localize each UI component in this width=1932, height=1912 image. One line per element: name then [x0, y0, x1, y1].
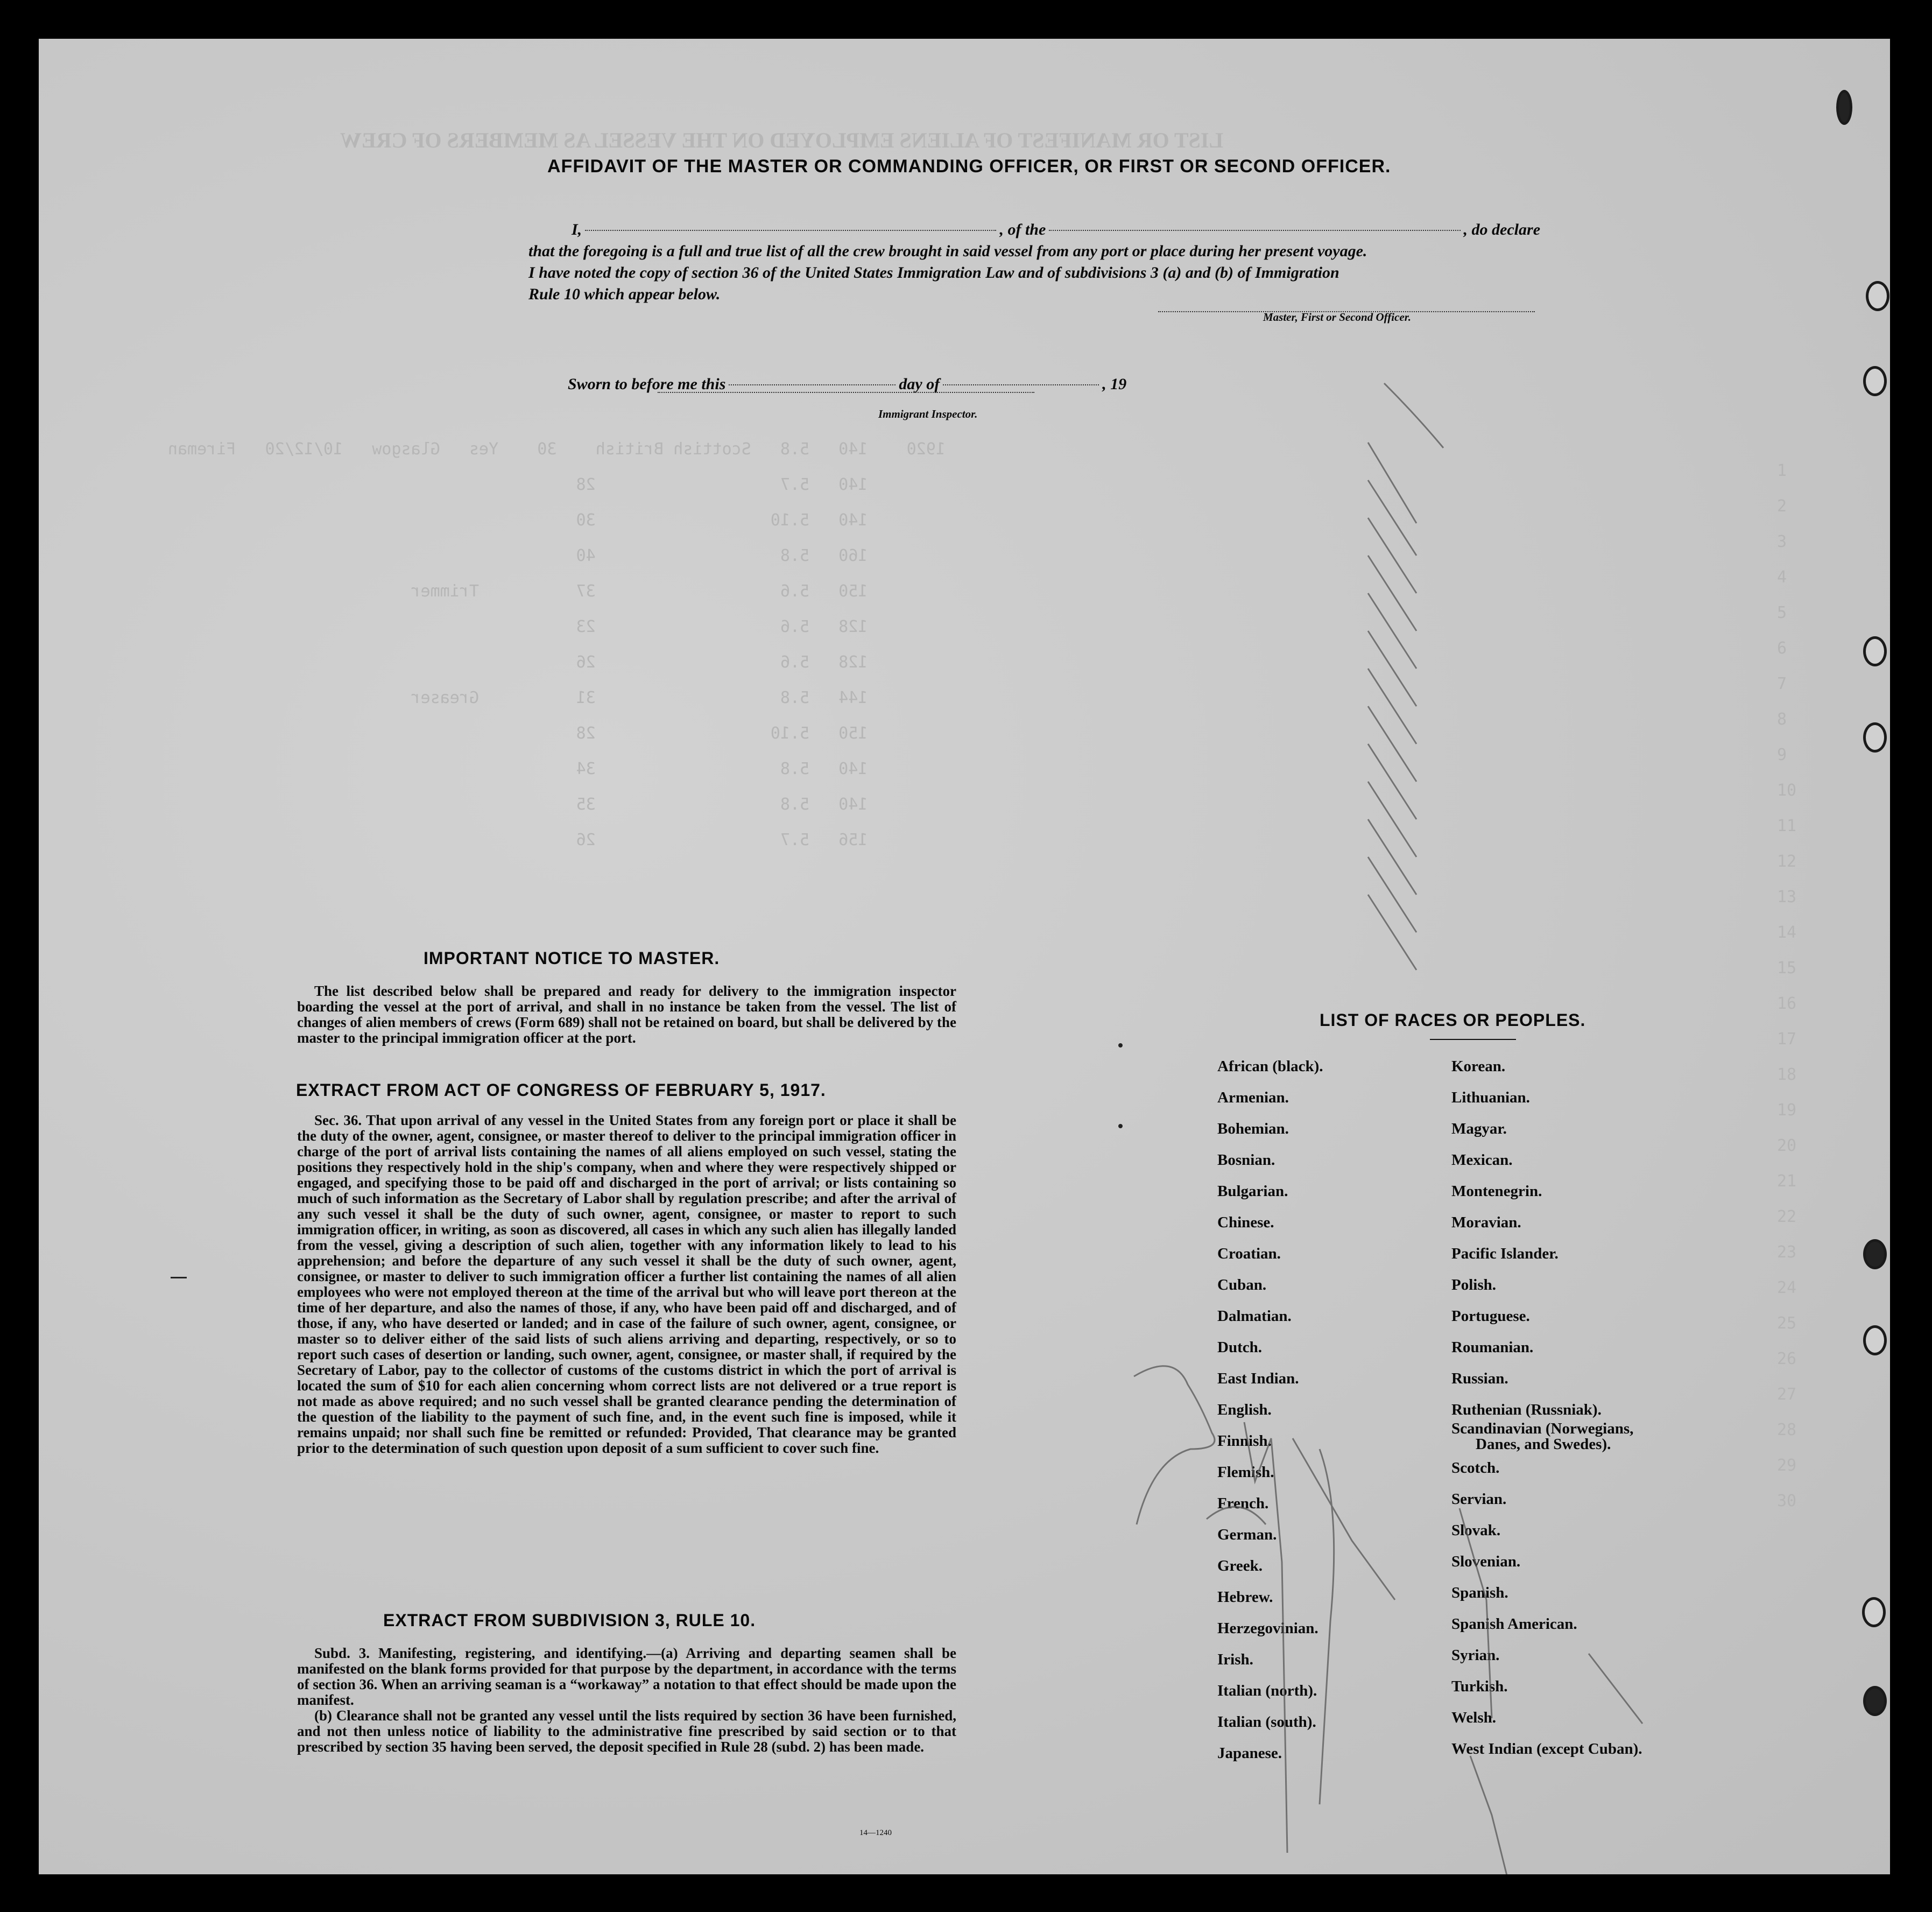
- race-item: Mexican.: [1451, 1151, 1513, 1169]
- punch-hole: [1863, 366, 1887, 396]
- race-item: Italian (north).: [1217, 1682, 1317, 1699]
- race-item: Cuban.: [1217, 1276, 1267, 1294]
- inspector-signature-label: Immigrant Inspector.: [878, 407, 978, 420]
- notice-paragraph: The list described below shall be prepared and ready for delivery to the immigration inspector boarding the vessel at the port of arrival, and shall in no instance be taken from the vessel. The list of changes of alien members of crews (Form 689) shall not be retained on board, but shall be delivered by the master to the principal immigration officer at the port.: [297, 983, 956, 1046]
- affidavit-line-3: I have noted the copy of section 36 of the United States Immigration Law and of subdivisions 3 (a) and (b) of Immigration: [528, 264, 1339, 282]
- punch-hole: [1866, 281, 1889, 311]
- race-item: Turkish.: [1451, 1678, 1508, 1695]
- race-item: Spanish.: [1451, 1584, 1508, 1601]
- race-item: Italian (south).: [1217, 1713, 1316, 1731]
- race-item: East Indian.: [1217, 1370, 1299, 1387]
- race-item: Croatian.: [1217, 1245, 1281, 1262]
- sworn-day-of: day of: [899, 375, 940, 393]
- race-item-scandinavian: Scandinavian (Norwegians,: [1451, 1420, 1634, 1437]
- form-number: 14—1240: [859, 1829, 892, 1837]
- race-item: Polish.: [1451, 1276, 1496, 1294]
- races-title: LIST OF RACES OR PEOPLES.: [1320, 1010, 1586, 1030]
- affidavit-of-the: , of the: [999, 221, 1046, 238]
- race-item: Russian.: [1451, 1370, 1508, 1387]
- race-item: Montenegrin.: [1451, 1183, 1542, 1200]
- race-item: Korean.: [1451, 1058, 1506, 1075]
- race-item: Spanish American.: [1451, 1615, 1577, 1633]
- race-item: Dutch.: [1217, 1339, 1262, 1356]
- manifest-page: [39, 39, 1890, 1874]
- race-item: Slovenian.: [1451, 1553, 1521, 1570]
- race-item: Finnish.: [1217, 1432, 1272, 1450]
- sworn-prefix: Sworn to before me this: [568, 375, 726, 393]
- punch-hole: [1836, 90, 1852, 125]
- affidavit-line-4: Rule 10 which appear below.: [528, 285, 721, 303]
- race-item: Bulgarian.: [1217, 1183, 1288, 1200]
- race-item-scandinavian-cont: Danes, and Swedes).: [1476, 1436, 1611, 1453]
- race-item: Syrian.: [1451, 1647, 1500, 1664]
- master-signature-label: Master, First or Second Officer.: [1263, 311, 1411, 324]
- race-item: English.: [1217, 1401, 1272, 1418]
- race-item: Magyar.: [1451, 1120, 1507, 1137]
- race-item: West Indian (except Cuban).: [1451, 1740, 1642, 1758]
- race-item: Moravian.: [1451, 1214, 1521, 1231]
- affidavit-line-2: that the foregoing is a full and true list of all the crew brought in said vessel from any port or place during her present voyage.: [528, 242, 1367, 260]
- race-item: Scotch.: [1451, 1459, 1500, 1477]
- affidavit-title: AFFIDAVIT OF THE MASTER OR COMMANDING OFFICER, OR FIRST OR SECOND OFFICER.: [547, 156, 1391, 177]
- punch-hole: [1863, 636, 1887, 666]
- affidavit-do-declare: , do declare: [1463, 221, 1541, 238]
- race-item: Bosnian.: [1217, 1151, 1275, 1169]
- race-item: French.: [1217, 1495, 1269, 1512]
- sworn-year-suffix: , 19: [1102, 375, 1127, 393]
- race-item: Japanese.: [1217, 1745, 1282, 1762]
- race-item: Roumanian.: [1451, 1339, 1534, 1356]
- rule-paragraph-a: Subd. 3. Manifesting, registering, and identifying.—(a) Arriving and departing seamen shall be manifested on the blank forms provided for that purpose by the department, in accordance with the terms of section 36. When an arriving seaman is a “workaway” a notation to that effect should be made upon the manifest.: [297, 1645, 956, 1708]
- punch-hole: [1863, 1239, 1887, 1269]
- rule-extract-title: EXTRACT FROM SUBDIVISION 3, RULE 10.: [383, 1611, 756, 1630]
- bleed-through-numbers: 1 2 3 4 5 6 7 8 9 10 11 12 13 14 15 16 17 18 19 20 21 22 23 24 25 26 27 28 29 30: [1777, 461, 1797, 1510]
- race-item: Portuguese.: [1451, 1308, 1530, 1325]
- race-item: Armenian.: [1217, 1089, 1289, 1106]
- act-extract-title: EXTRACT FROM ACT OF CONGRESS OF FEBRUARY 5, 1917.: [296, 1080, 826, 1100]
- notice-title: IMPORTANT NOTICE TO MASTER.: [424, 948, 720, 968]
- race-item: Chinese.: [1217, 1214, 1274, 1231]
- pencil-marks: [39, 39, 1890, 1874]
- race-item: Servian.: [1451, 1491, 1507, 1508]
- race-item: Hebrew.: [1217, 1588, 1273, 1606]
- race-item: Greek.: [1217, 1557, 1263, 1574]
- bleed-through-header: LIST OR MANIFEST OF ALIENS EMPLOYED ON THE VESSEL AS MEMBERS OF CREW: [340, 128, 1224, 152]
- punch-hole: [1862, 1597, 1886, 1627]
- punch-hole: [1863, 1686, 1887, 1716]
- punch-hole: [1863, 722, 1887, 753]
- race-item: Welsh.: [1451, 1709, 1496, 1726]
- race-item: Ruthenian (Russniak).: [1451, 1401, 1602, 1418]
- affidavit-i-label: I,: [572, 221, 582, 238]
- act-section-36-paragraph: Sec. 36. That upon arrival of any vessel in the United States from any foreign port or place it shall be the duty of the owner, agent, consignee, or master thereof to deliver to the principal immigration officer in charge of the port of arrival lists containing the names of all aliens employed on such vessel, stating the positions they respectively hold in the ship's company, when and where they were respectively shipped or engaged, and specifying those to be paid off and discharged in the port of arrival; or lists containing so much of such information as the Secretary of Labor shall by regulation prescribe; and after the arrival of any such vessel it shall be the duty of such owner, agent, consignee, or master to report to such immigration officer, in writing, as soon as discovered, all cases in which any such alien has illegally landed from the vessel, giving a description of such alien, together with any information likely to lead to his apprehension; and before the departure of any such vessel it shall be the duty of such owner, agent, consignee, or master to deliver to such immigration officer a further list containing the names of all alien employees who were not employed thereon at the time of the arrival but who will leave port thereon at the time of her departure, and also the names of those, if any, who have been paid off and discharged, and of those, if any, who have deserted or landed; and in case of the failure of such owner, agent, consignee, or master so to deliver either of the said lists of such aliens arriving and departing, respectively, or so to report such cases of desertion or landing, such owner, agent, consignee, or master shall, if required by the Secretary of Labor, pay to the collector of customs of the customs district in which the port of arrival is located the sum of $10 for each alien concerning whom correct lists are not delivered or a true report is not made as above required; and no such vessel shall be granted clearance pending the determination of the question of the liability to the payment of such fine, and, in the event such fine is imposed, while it remains unpaid; nor shall such fine be remitted or refunded: Provided, That clearance may be granted prior to the determination of such question upon deposit of a sum sufficient to cover such fine.: [297, 1112, 956, 1456]
- race-item: Irish.: [1217, 1651, 1253, 1668]
- race-item: Pacific Islander.: [1451, 1245, 1559, 1262]
- race-item: Slovak.: [1451, 1522, 1501, 1539]
- race-item: Herzegovinian.: [1217, 1620, 1318, 1637]
- race-item: Flemish.: [1217, 1464, 1274, 1481]
- race-item: German.: [1217, 1526, 1277, 1543]
- race-item: Dalmatian.: [1217, 1308, 1292, 1325]
- race-item: Bohemian.: [1217, 1120, 1289, 1137]
- punch-hole: [1863, 1325, 1887, 1355]
- rule-paragraph-b: (b) Clearance shall not be granted any vessel until the lists required by section 36 have been furnished, and not then unless notice of liability to the administrative fine prescribed by said section or to that prescribed by section 35 having been served, the deposit specified in Rule 28 (subd. 2) has been made.: [297, 1707, 956, 1755]
- race-item: African (black).: [1217, 1058, 1323, 1075]
- race-item: Lithuanian.: [1451, 1089, 1530, 1106]
- bleed-through-rows: 1920 140 5.8 Scottish British 30 Yes Glasgow 10/12/20 Fireman 140 5.7 28 140 5.10 30 160 5.8 40 150 5.6 37 Trimmer 128 5.6 23 128 5.6 26 144 5.8 31 Greaser 150 5.10 28 140 5.8 34 140 5.8 35 156 5.7 26: [168, 440, 946, 849]
